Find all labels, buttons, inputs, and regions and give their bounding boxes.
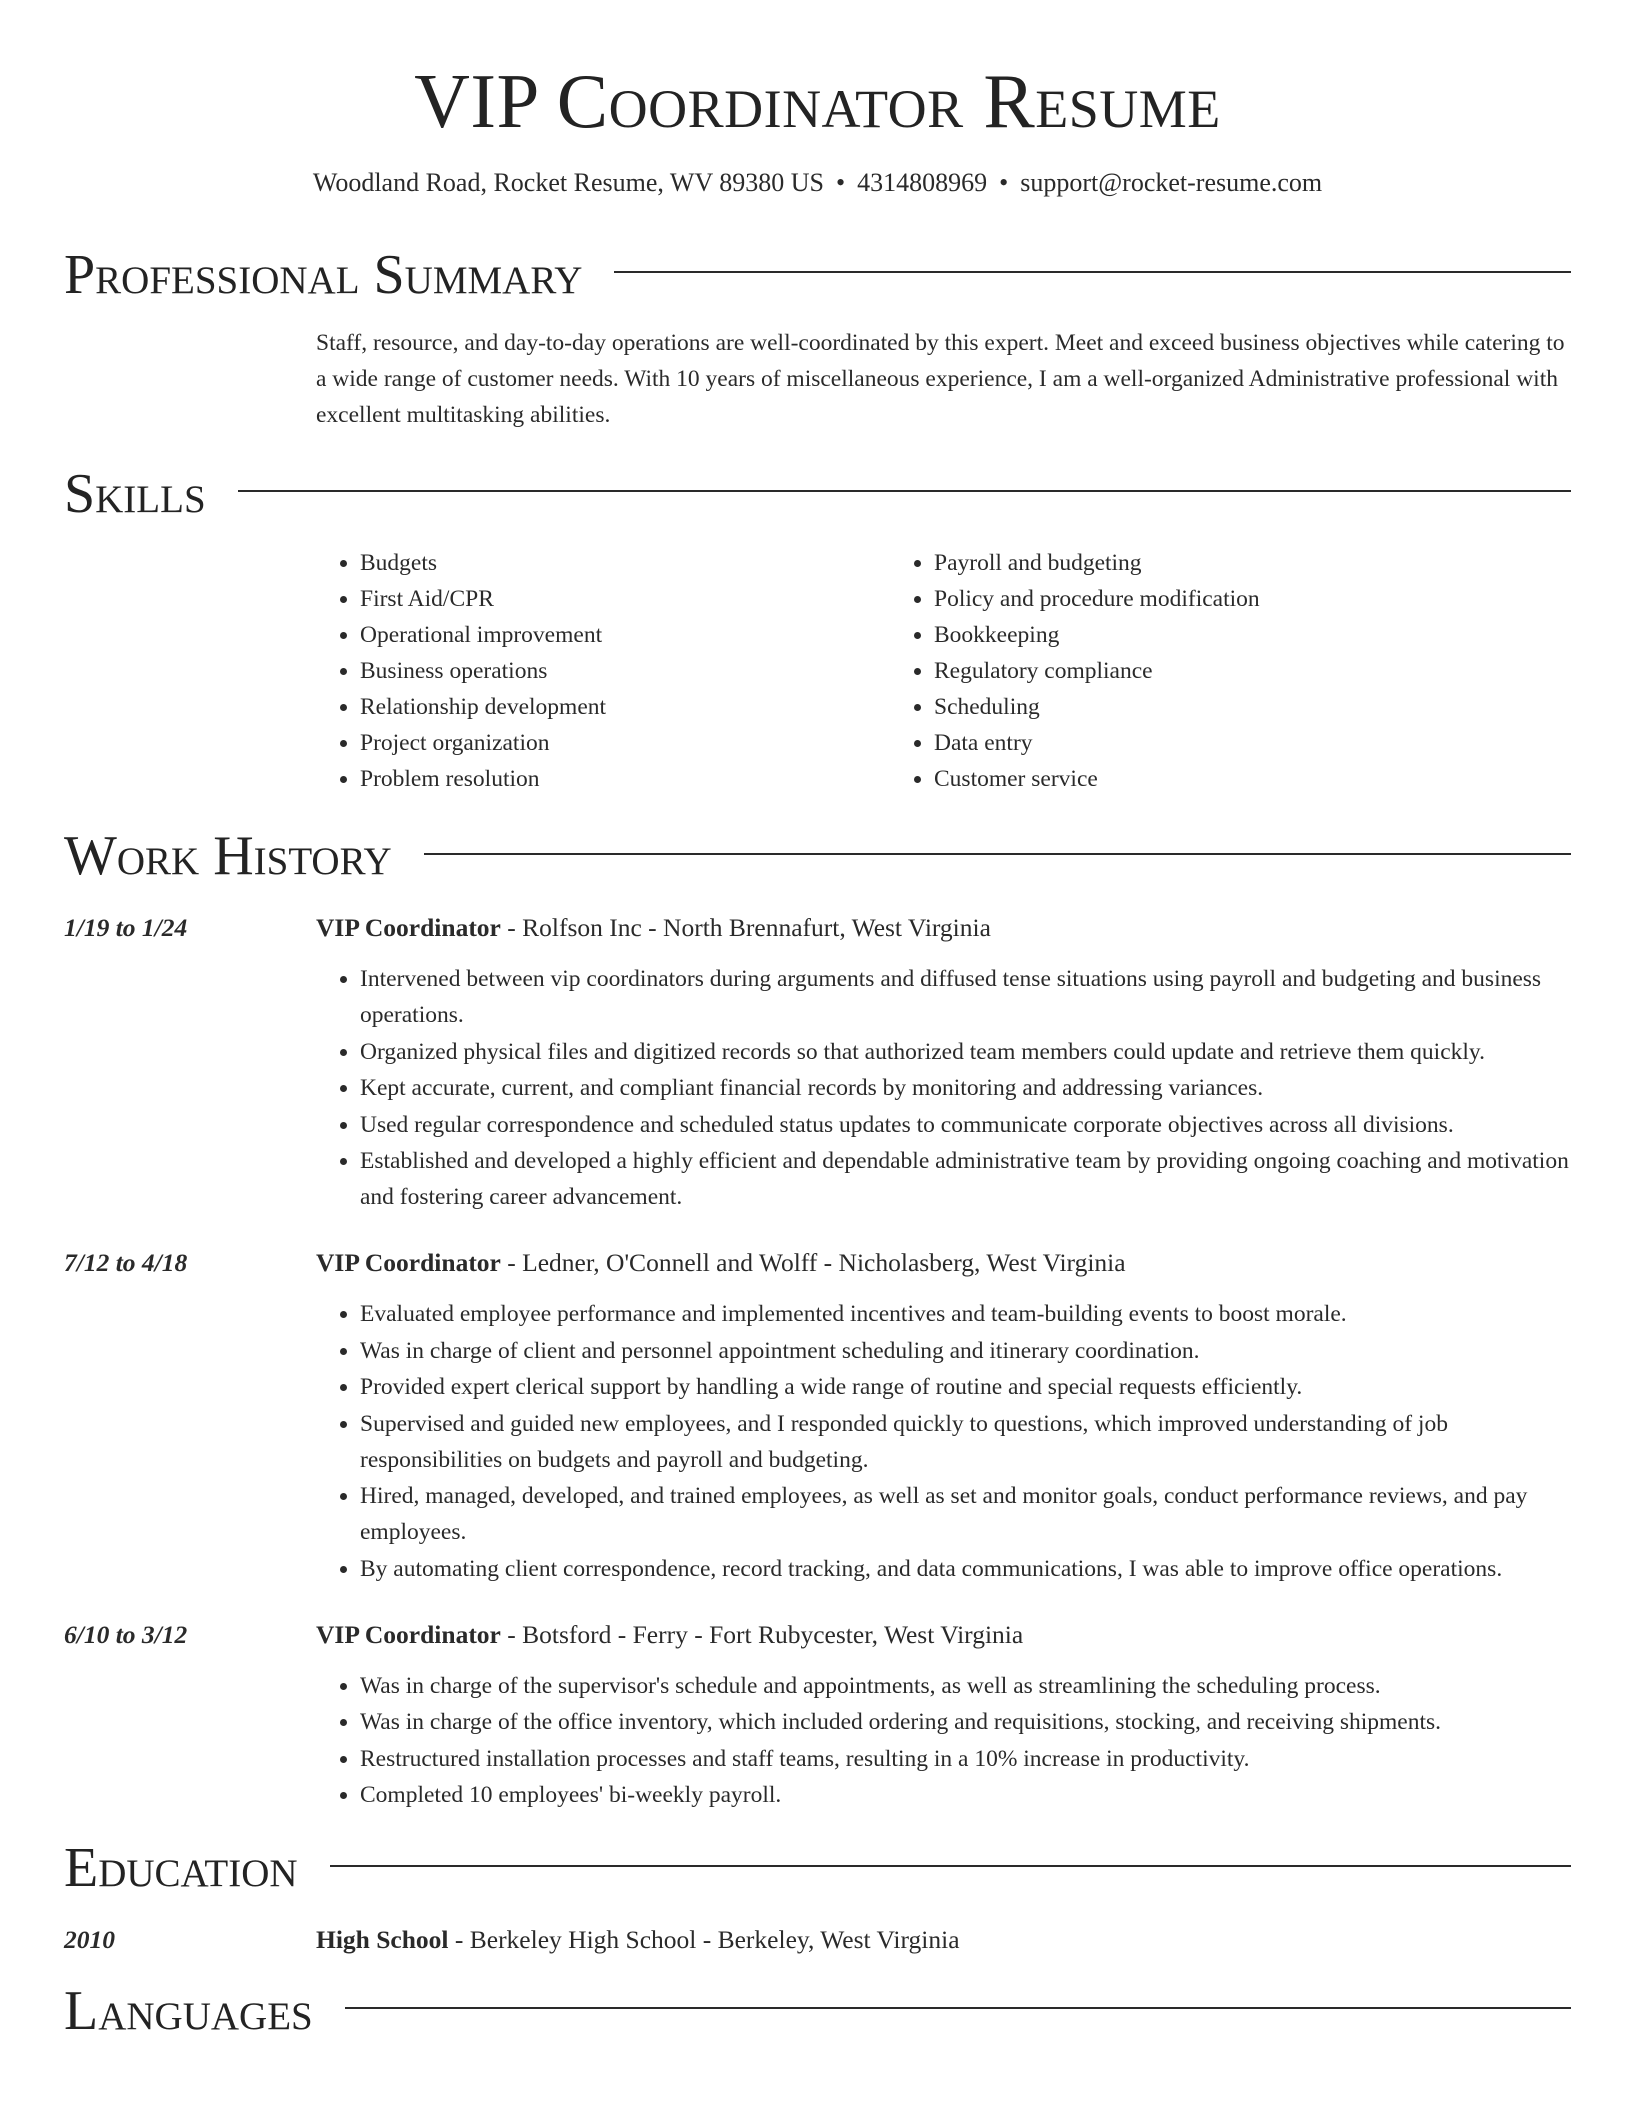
job-bullet: • Was in charge of the supervisor's schedule and appointments, as well as streamlining the scheduling process. bbox=[360, 1668, 1571, 1704]
job-organization: - Rolfson Inc - North Brennafurt, West Virginia bbox=[500, 913, 991, 943]
education-degree: High School bbox=[316, 1924, 449, 1954]
work-heading: Work History bbox=[64, 825, 392, 888]
job-header bbox=[64, 1245, 1571, 1281]
education-heading: Education bbox=[64, 1837, 298, 1900]
job-header bbox=[64, 910, 1571, 946]
job-entry bbox=[64, 1617, 1571, 1814]
job-bullet: • Was in charge of client and personnel appointment scheduling and itinerary coordination. bbox=[360, 1333, 1571, 1369]
job-role: VIP Coordinator bbox=[316, 913, 501, 943]
summary-section-header bbox=[64, 244, 1571, 307]
summary-heading: Professional Summary bbox=[64, 244, 583, 307]
education-school: - Berkeley High School - Berkeley, West Virginia bbox=[448, 1924, 960, 1954]
job-bullets bbox=[316, 961, 1571, 1215]
skill-item: • Bookkeeping bbox=[934, 617, 1260, 653]
skill-item: • Budgets bbox=[360, 545, 890, 581]
job-bullets bbox=[316, 1668, 1571, 1814]
job-dates: 1/19 to 1/24 bbox=[64, 913, 188, 943]
job-bullet: • Evaluated employee performance and implemented incentives and team-building events to boost morale. bbox=[360, 1296, 1571, 1332]
skill-item: • Data entry bbox=[934, 725, 1260, 761]
job-bullet: • Kept accurate, current, and compliant financial records by monitoring and addressing variances. bbox=[360, 1070, 1571, 1106]
skill-item: • Regulatory compliance bbox=[934, 653, 1260, 689]
skill-item: • Policy and procedure modification bbox=[934, 581, 1260, 617]
skill-item: • First Aid/CPR bbox=[360, 581, 890, 617]
education-entry bbox=[64, 1922, 1571, 1958]
job-bullet: • Supervised and guided new employees, and I responded quickly to questions, which improved understanding of job responsibilities on budgets and payroll and budgeting. bbox=[360, 1406, 1571, 1478]
section-divider bbox=[424, 853, 1571, 855]
job-organization: - Botsford - Ferry - Fort Rubycester, West Virginia bbox=[500, 1619, 1024, 1649]
job-entry bbox=[64, 910, 1571, 1215]
resume-page bbox=[64, 0, 1571, 2043]
work-section-header bbox=[64, 825, 1571, 888]
job-bullet: • Completed 10 employees' bi-weekly payroll. bbox=[360, 1777, 1571, 1813]
section-divider bbox=[614, 271, 1571, 273]
job-bullet: • Provided expert clerical support by handling a wide range of routine and special requests efficiently. bbox=[360, 1369, 1571, 1405]
skills-column-right bbox=[890, 545, 1260, 797]
education-header bbox=[64, 1922, 1571, 1958]
skill-item: • Customer service bbox=[934, 761, 1260, 797]
job-bullet: • Intervened between vip coordinators during arguments and diffused tense situations using payroll and budgeting and business operations. bbox=[360, 961, 1571, 1033]
section-divider bbox=[345, 2007, 1571, 2009]
contact-email[interactable]: support@rocket-resume.com bbox=[1020, 168, 1323, 198]
skill-item: • Problem resolution bbox=[360, 761, 890, 797]
job-role: VIP Coordinator bbox=[316, 1248, 501, 1278]
job-bullet: • Restructured installation processes and staff teams, resulting in a 10% increase in productivity. bbox=[360, 1741, 1571, 1777]
job-bullet: • Hired, managed, developed, and trained employees, as well as set and monitor goals, conduct performance reviews, and pay employees. bbox=[360, 1478, 1571, 1550]
contact-separator: • bbox=[999, 168, 1009, 198]
job-bullet: • By automating client correspondence, record tracking, and data communications, I was able to improve office operations. bbox=[360, 1551, 1571, 1587]
job-bullet: • Established and developed a highly efficient and dependable administrative team by providing ongoing coaching and motivation and fostering career advancement. bbox=[360, 1143, 1571, 1215]
job-dates: 6/10 to 3/12 bbox=[64, 1619, 188, 1649]
education-section-header bbox=[64, 1837, 1571, 1900]
skill-item: • Operational improvement bbox=[360, 617, 890, 653]
languages-section-header bbox=[64, 1980, 1571, 2043]
job-role: VIP Coordinator bbox=[316, 1619, 501, 1649]
section-divider bbox=[238, 490, 1571, 492]
contact-address: Woodland Road, Rocket Resume, WV 89380 US bbox=[312, 168, 824, 198]
job-bullet: • Was in charge of the office inventory, which included ordering and requisitions, stocking, and receiving shipments. bbox=[360, 1704, 1571, 1740]
education-year: 2010 bbox=[64, 1924, 115, 1954]
skills-list bbox=[316, 545, 1571, 797]
contact-separator: • bbox=[836, 168, 846, 198]
languages-heading: Languages bbox=[64, 1979, 313, 2042]
job-bullets bbox=[316, 1296, 1571, 1587]
job-bullet: • Used regular correspondence and scheduled status updates to communicate corporate objectives across all divisions. bbox=[360, 1107, 1571, 1143]
skill-item: • Business operations bbox=[360, 653, 890, 689]
summary-text: Staff, resource, and day-to-day operations are well-coordinated by this expert. Meet and exceed business objectives while catering to a wide range of customer needs. With 10 years of miscellaneous experience, I am a well-organized Administrative professional with excellent multitasking abilities. bbox=[316, 329, 1565, 428]
skill-item: • Project organization bbox=[360, 725, 890, 761]
job-bullet: • Organized physical files and digitized records so that authorized team members could update and retrieve them quickly. bbox=[360, 1034, 1571, 1070]
skill-item: • Relationship development bbox=[360, 689, 890, 725]
section-divider bbox=[330, 1865, 1571, 1867]
skill-item: • Scheduling bbox=[934, 689, 1260, 725]
skills-column-left bbox=[316, 545, 890, 797]
skills-section-header bbox=[64, 463, 1571, 526]
job-header bbox=[64, 1617, 1571, 1653]
contact-phone: 4314808969 bbox=[857, 168, 988, 198]
job-dates: 7/12 to 4/18 bbox=[64, 1248, 188, 1278]
skills-heading: Skills bbox=[64, 462, 206, 525]
skill-item: • Payroll and budgeting bbox=[934, 545, 1260, 581]
job-entry bbox=[64, 1245, 1571, 1587]
job-organization: - Ledner, O'Connell and Wolff - Nicholasberg, West Virginia bbox=[500, 1248, 1126, 1278]
resume-title: VIP Coordinator Resume bbox=[414, 58, 1221, 144]
contact-line bbox=[64, 166, 1571, 200]
